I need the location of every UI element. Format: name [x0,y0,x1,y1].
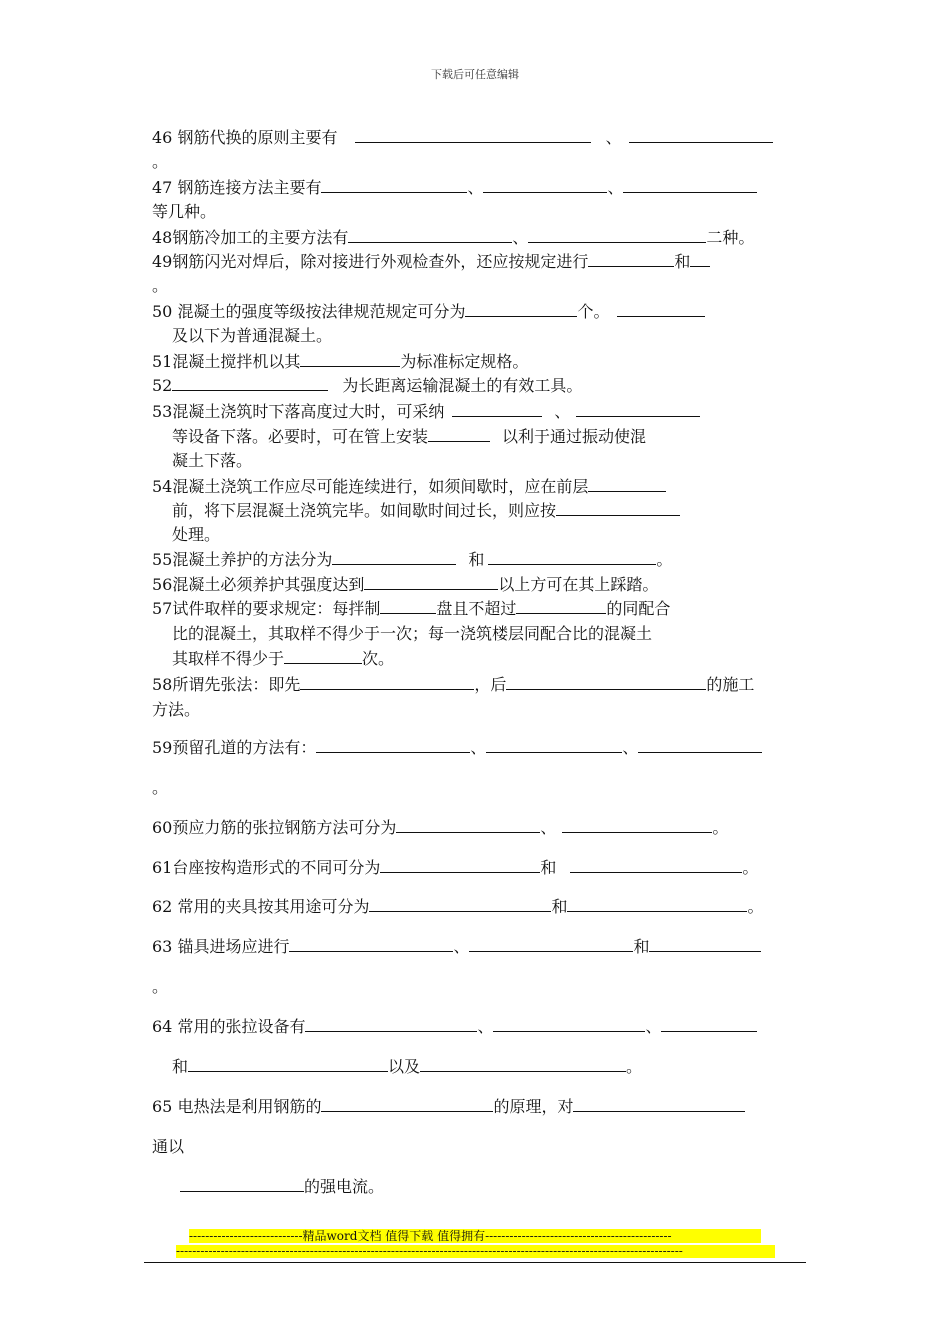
answer-blank [452,402,542,417]
question-text: 51混凝土搅拌机以其 [152,352,301,371]
answer-blank [364,575,498,590]
answer-blank [469,937,633,952]
answer-blank [570,858,742,873]
answer-blank [284,649,362,664]
separator: 、 [470,738,487,757]
question-59-end: 。 [152,778,169,797]
answer-blank [649,937,761,952]
footer-banner-dashes: ----------------------------------------------------------------------------------------------------------------------------- [176,1245,775,1258]
separator: 和 [172,1057,189,1076]
question-text: 前，将下层混凝土浇筑完毕。如间歇时间过长，则应按 [172,501,557,520]
question-text: 以利于通过振动使混 [502,427,647,446]
question-text: 47 钢筋连接方法主要有 [152,178,322,197]
answer-blank [321,178,467,193]
question-text: 49钢筋闪光对焊后，除对接进行外观检查外，还应按规定进行 [152,252,589,271]
question-55 [152,550,672,570]
question-text: 64 常用的张拉设备有 [152,1017,306,1036]
answer-blank [180,1177,304,1192]
question-63-end: 。 [152,977,169,996]
answer-blank [576,402,700,417]
question-text: 65 电热法是利用钢筋的 [152,1097,322,1116]
answer-blank [380,599,436,614]
answer-blank [321,1097,493,1112]
answer-blank [488,550,656,565]
answer-blank [567,897,747,912]
question-text: 等设备下落。必要时，可在管上安装 [172,427,429,446]
question-52 [152,376,582,396]
answer-blank [588,477,666,492]
question-61 [152,858,758,878]
separator: 、 [540,818,557,837]
question-text: 的同配合 [606,599,671,618]
answer-blank [506,675,706,690]
question-text: 63 锚具进场应进行 [152,937,290,956]
question-53 [152,402,700,422]
separator: 、 [453,937,470,956]
question-59 [152,738,762,758]
separator: 、 [645,1017,662,1036]
answer-blank [355,128,591,143]
question-56 [152,575,658,595]
question-50 [152,302,705,322]
question-46 [152,128,773,148]
question-text: 46 钢筋代换的原则主要有 [152,128,338,147]
question-text: 54混凝土浇筑工作应尽可能连续进行，如须间歇时，应在前层 [152,477,589,496]
question-63 [152,937,761,957]
question-51 [152,352,528,372]
question-text: 61台座按构造形式的不同可分为 [152,858,381,877]
page-header: 下载后可任意编辑 [431,68,519,81]
separator: 个。 [577,302,610,321]
question-text: 的原理，对 [493,1097,574,1116]
answer-blank [588,252,674,267]
answer-blank [396,818,540,833]
question-end: 。 [626,1057,643,1076]
question-end: 为标准标定规格。 [400,352,529,371]
question-text: 盘且不超过 [436,599,517,618]
question-text: 59预留孔道的方法有： [152,738,317,757]
question-62 [152,897,763,917]
answer-blank [617,302,705,317]
separator: 、 [477,1017,494,1036]
answer-blank [562,818,712,833]
answer-blank [380,858,540,873]
question-65-line3 [180,1177,384,1197]
question-text: 60预应力筋的张拉钢筋方法可分为 [152,818,397,837]
question-end: 为长距离运输混凝土的有效工具。 [342,376,583,395]
question-49 [152,252,710,272]
separator: 和 [551,897,568,916]
question-57-line3 [172,649,394,669]
question-end: 的强电流。 [304,1177,385,1196]
question-47-end: 等几种。 [152,202,217,221]
question-text: 次。 [362,649,395,668]
question-text: 50 混凝土的强度等级按法律规范规定可分为 [152,302,466,321]
separator: 、 [512,228,529,247]
question-text: ，后 [474,675,507,694]
question-54 [152,477,666,497]
question-60 [152,818,728,838]
question-64-line2 [172,1057,642,1077]
answer-blank [316,738,470,753]
question-54-line2 [172,501,680,521]
separator: 、 [554,402,571,421]
answer-blank [188,1057,388,1072]
separator: 和 [540,858,557,877]
question-text: 的施工 [706,675,755,694]
answer-blank [300,675,474,690]
question-end: 二种。 [706,228,755,247]
answer-blank [690,252,710,267]
answer-blank [300,352,400,367]
answer-blank [573,1097,745,1112]
separator: 和 [674,252,691,271]
question-50-end: 及以下为普通混凝土。 [172,326,333,345]
answer-blank [638,738,762,753]
separator: 、 [607,178,624,197]
answer-blank [623,178,757,193]
answer-blank [493,1017,645,1032]
answer-blank [348,228,512,243]
question-53-line3: 凝土下落。 [172,451,253,470]
question-48 [152,228,754,248]
question-53-line2 [172,427,646,447]
separator: 以及 [388,1057,421,1076]
separator: 和 [633,937,650,956]
answer-blank [332,550,456,565]
answer-blank [528,228,706,243]
question-text: 56混凝土必须养护其强度达到 [152,575,365,594]
answer-blank [661,1017,757,1032]
separator: 、 [605,128,622,147]
question-64 [152,1017,757,1037]
question-text: 62 常用的夹具按其用途可分为 [152,897,370,916]
answer-blank [516,599,606,614]
answer-blank [556,501,680,516]
question-49-end: 。 [152,276,169,295]
answer-blank [629,128,773,143]
footer-rule [144,1262,806,1263]
question-text: 55混凝土养护的方法分为 [152,550,333,569]
answer-blank [305,1017,477,1032]
question-text: 其取样不得少于 [172,649,285,668]
question-58-line2: 方法。 [152,700,201,719]
answer-blank [428,427,490,442]
separator: 、 [467,178,484,197]
question-text: 58所谓先张法：即先 [152,675,301,694]
question-46-end: 。 [152,152,169,171]
answer-blank [483,178,607,193]
separator: 、 [622,738,639,757]
question-end: 。 [747,897,764,916]
question-end: 。 [712,818,729,837]
question-65-line2: 通以 [152,1137,185,1156]
answer-blank [420,1057,626,1072]
footer-banner: ----------------------------精品word文档 值得下载 值得拥有---------------------------------------------- [189,1229,761,1243]
question-58 [152,675,754,695]
answer-blank [465,302,577,317]
answer-blank [486,738,622,753]
separator: 和 [468,550,485,569]
answer-blank [289,937,453,952]
question-text: 57试件取样的要求规定：每拌制 [152,599,381,618]
question-57 [152,599,670,619]
question-text: 53混凝土浇筑时下落高度过大时，可采纳 [152,402,445,421]
question-end: 以上方可在其上踩踏。 [498,575,659,594]
question-57-line2: 比的混凝土，其取样不得少于一次；每一浇筑楼层同配合比的混凝土 [172,624,653,643]
answer-blank [172,376,328,391]
question-end: 。 [656,550,673,569]
question-end: 。 [742,858,759,877]
question-text: 48钢筋冷加工的主要方法有 [152,228,349,247]
question-text: 52 [152,376,173,395]
question-47 [152,178,757,198]
answer-blank [369,897,551,912]
question-65 [152,1097,745,1117]
question-54-line3: 处理。 [172,525,221,544]
